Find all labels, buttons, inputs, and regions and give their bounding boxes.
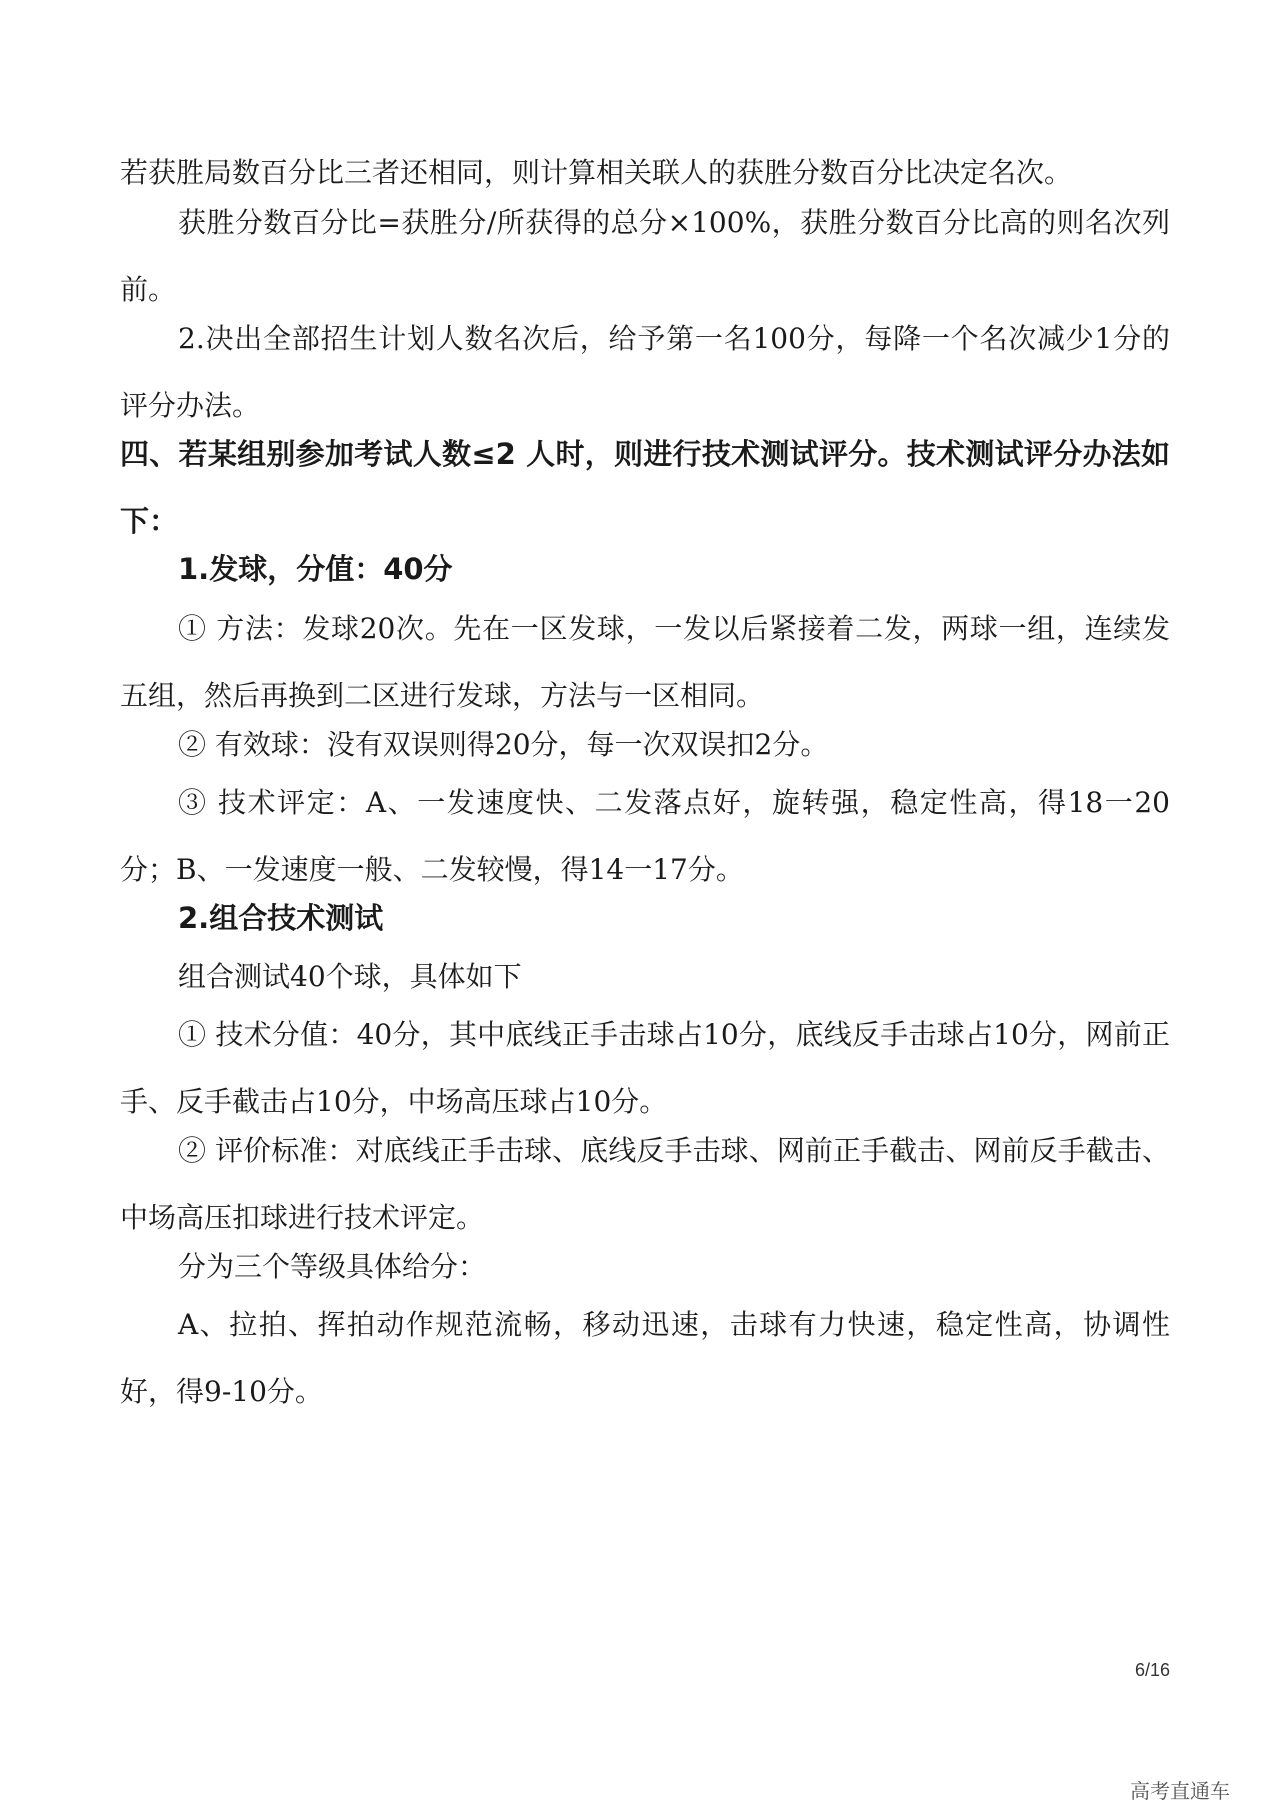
section-heading-four: 四、若某组别参加考试人数≤2 人时，则进行技术测试评分。技术测试评分办法如下： bbox=[120, 437, 1170, 538]
paragraph-technique-rating: ③ 技术评定：A、一发速度快、二发落点好，旋转强，稳定性高，得18一20分；B、一发速度一般、二发较慢，得14一17分。 bbox=[120, 786, 1170, 886]
watermark: 高考直通车 bbox=[1130, 1779, 1230, 1803]
paragraph-level-a: A、拉拍、挥拍动作规范流畅，移动迅速，击球有力快速，稳定性高，协调性好，得9-10分。 bbox=[120, 1308, 1170, 1408]
paragraph-combination-intro: 组合测试40个球，具体如下 bbox=[178, 960, 522, 993]
paragraph-tiebreak: 若获胜局数百分比三者还相同，则计算相关联人的获胜分数百分比决定名次。 bbox=[120, 156, 1073, 189]
paragraph-valid-ball: ② 有效球：没有双误则得20分，每一次双误扣2分。 bbox=[178, 728, 829, 761]
subheading-combination-test: 2.组合技术测试 bbox=[178, 901, 384, 935]
paragraph-scoring-method: 2.决出全部招生计划人数名次后，给予第一名100分，每降一个名次减少1分的评分办法。 bbox=[120, 322, 1170, 422]
subheading-serve: 1.发球，分值：40分 bbox=[178, 552, 453, 586]
paragraph-serve-method: ① 方法：发球20次。先在一区发球，一发以后紧接着二发，两球一组，连续发五组，然后再换到二区进行发球，方法与一区相同。 bbox=[120, 612, 1170, 712]
paragraph-technique-score: ① 技术分值：40分，其中底线正手击球占10分，底线反手击球占10分，网前正手、反手截击占10分，中场高压球占10分。 bbox=[120, 1018, 1170, 1118]
paragraph-three-levels: 分为三个等级具体给分： bbox=[178, 1250, 487, 1283]
paragraph-evaluation-criteria: ② 评价标准：对底线正手击球、底线反手击球、网前正手截击、网前反手截击、中场高压扣球进行技术评定。 bbox=[120, 1134, 1170, 1234]
page-number: 6/16 bbox=[1134, 1660, 1170, 1680]
paragraph-percentage-formula: 获胜分数百分比=获胜分/所获得的总分×100%，获胜分数百分比高的则名次列前。 bbox=[120, 206, 1170, 306]
